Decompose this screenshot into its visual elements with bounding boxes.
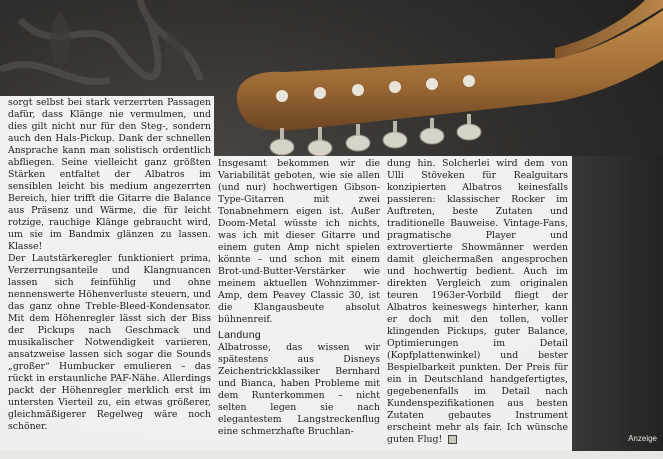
article-column-3 — [387, 158, 568, 446]
paragraph-text: dung hin. Solcherlei wird dem von Ulli Stöveken für Realguitars konzipierten Albatros keinesfalls passieren: klassischer Rocker im Auftreten, beste Zutaten und traditionelle Bauweise. Vintage-Fans, pragmatische Player und extrovertierte Showmänner werden damit gleichermaßen angesprochen und hochwertig bedient. Auch im direkten Vergleich zum originalen teuren 1963er-Vorbild fliegt der Albatros keineswegs hinterher, kann er doch mit den tollen, voller klingenden Pickups, guter Balance, Optimierungen im Detail (Kopfplattenwinkel) und bester Bespielbarkeit punkten. Der Preis für ein in Deutschland handgefertigtes, gegebenenfalls im Detail nach Kundenspezifikationen aus besten Zutaten gebautes Instrument erscheint mehr als fair. Ich wünsche guten Flug! — [387, 158, 568, 445]
decorative-strip — [572, 156, 663, 459]
article-column-1 — [8, 97, 211, 433]
paragraph — [387, 158, 568, 446]
paragraph: Der Lautstärkeregler funktioniert prima, Verzerrungsanteile und Klangnuancen lassen sich feinfühlig und ohne nennenswerte Höhenverluste steuern, und das ganz ohne Treble-Bleed-Kondensator. Mit dem Höhenregler lässt sich der Biss der Pickups nach Geschmack und musikalischer Notwendigkeit variieren, ansatzweise lassen sich sogar die Sounds „großer“ Humbucker emulieren – das rückt in erstaunliche PAF-Nähe. Allerdings packt der Höhenregler merklich erst im untersten Vierteil zu, ein etwas größerer, gleichmäßigerer Regelweg wäre noch schöner. — [8, 253, 211, 432]
section-heading: Landung — [218, 329, 261, 341]
page-bottom-band — [0, 451, 663, 459]
paragraph: Insgesamt bekommen wir die Variabilität geboten, wie sie allen (und nur) hochwertigen Gibson-Type-Gitarren mit zwei Tonabnehmern eigen ist. Außer Doom-Metal wüsste ich nichts, was ich mit dieser Gitarre und einem guten Amp nicht spielen könnte – und schon mit einem Brot-und-Butter-Verstärker wie meinem aktuellen Wohnzimmer-Amp, dem Peavey Classic 30, ist die Klangausbeute absolut bühnenreif. — [218, 158, 380, 325]
article-column-2 — [218, 158, 380, 438]
paragraph: Albatrosse, das wissen wir spätestens aus Disneys Zeichentrickklassiker Bernhard und Bianca, haben Probleme mit dem Runterkommen – nicht selten legen sie nach elegantestem Langstreckenflug eine schmerzhafte Bruchlan- — [218, 342, 380, 437]
end-of-article-icon — [448, 435, 457, 444]
advertisement-label: Anzeige — [628, 434, 657, 443]
paragraph: sorgt selbst bei stark verzerrten Passagen dafür, dass Klänge nie vermulmen, und dies gilt nicht nur für den Steg-, sondern auch den Hals-Pickup. Dank der schnellen Ansprache kann man solistisch ordentlich abfliegen. Seine vielleicht ganz größten Stärken entfaltet der Albatros im sensiblen leicht bis medium angezerrten Bereich, hier trifft die Gitarre die Balance aus Präsenz und Wärme, die für leicht rotzige, rauchige Klänge gebraucht wird, um sie im Bandmix glänzen zu lassen. Klasse! — [8, 97, 211, 252]
